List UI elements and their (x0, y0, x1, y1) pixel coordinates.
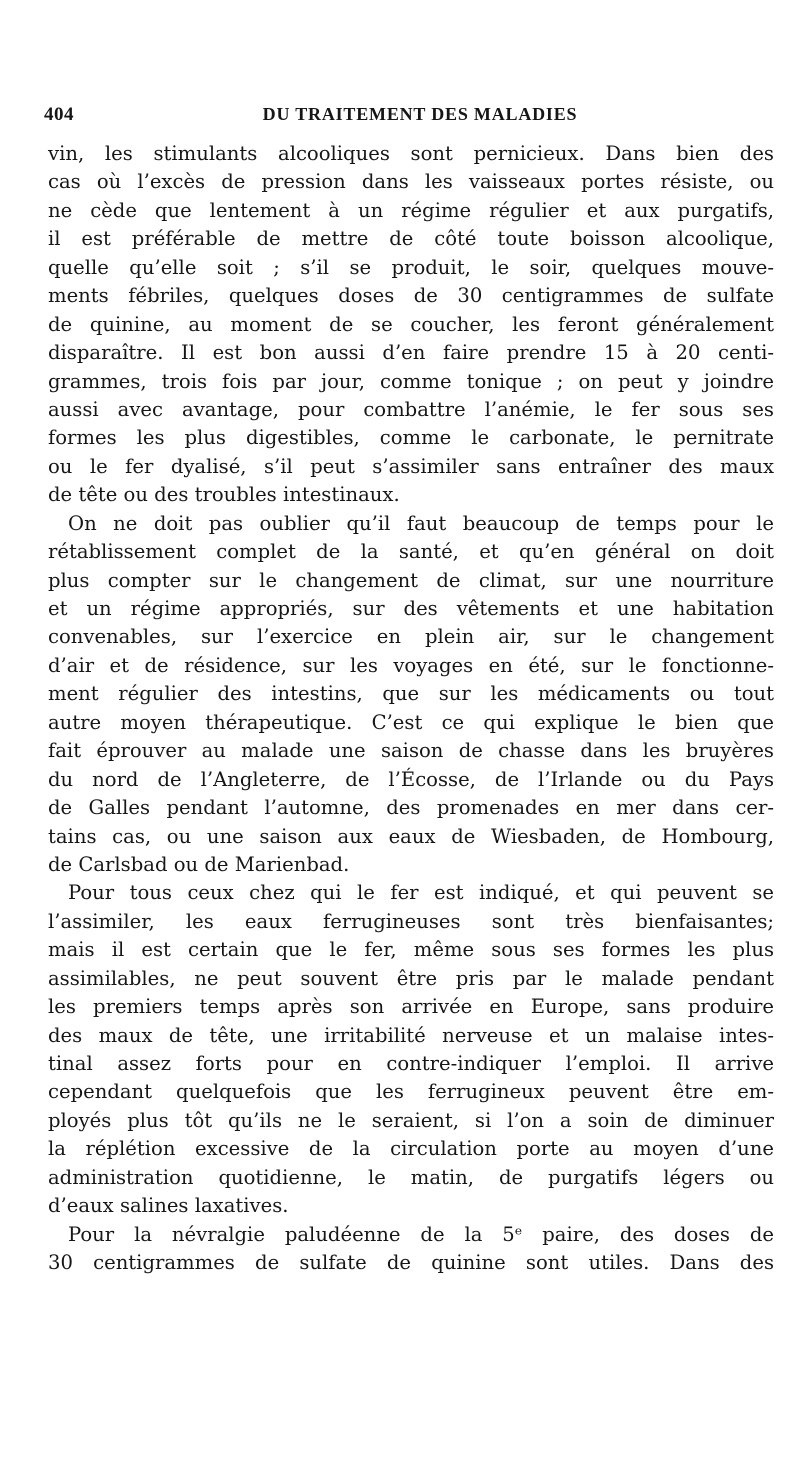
text-line: On ne doit pas oublier qu’il faut beaucoup de temps pour le (68, 511, 774, 535)
text-line: l’assimiler, les eaux ferrugineuses sont très bienfaisantes; (48, 909, 774, 933)
text-line: assimilables, ne peut souvent être pris par le malade pendant (48, 966, 774, 990)
text-line: ployés plus tôt qu’ils ne le seraient, si l’on a soin de diminuer (48, 1108, 774, 1132)
text-line: ment régulier des intestins, que sur les médicaments ou tout (48, 682, 774, 706)
body-text (48, 140, 774, 1278)
text-line: il est préférable de mettre de côté toute boisson alcoolique, (48, 227, 774, 251)
text-line: mais il est certain que le fer, même sous ses formes les plus (48, 938, 774, 962)
text-line: de Galles pendant l’automne, des promenades en mer dans cer- (48, 796, 774, 820)
text-line: Pour la névralgie paludéenne de la 5ᵉ paire, des doses de (68, 1222, 774, 1246)
text-line: ments fébriles, quelques doses de 30 centigrammes de sulfate (48, 284, 774, 308)
page-number: 404 (44, 104, 74, 125)
text-line: de quinine, au moment de se coucher, les feront généralement (48, 312, 774, 336)
text-line: et un régime appropriés, sur des vêtements et une habitation (48, 597, 774, 620)
text-line: cependant quelquefois que les ferrugineux peuvent être em- (48, 1080, 774, 1104)
text-line: 30 centigrammes de sulfate de quinine sont utiles. Dans des (48, 1251, 774, 1275)
text-line: formes les plus digestibles, comme le carbonate, le pernitrate (48, 426, 774, 450)
text-line: tinal assez forts pour en contre-indiquer l’emploi. Il arrive (48, 1052, 774, 1075)
text-line: du nord de l’Angleterre, de l’Écosse, de l’Irlande ou du Pays (48, 767, 774, 791)
text-line: de Carlsbad ou de Marienbad. (48, 852, 350, 876)
text-line: d’air et de résidence, sur les voyages en été, sur le fonctionne- (48, 653, 774, 677)
text-line: Pour tous ceux chez qui le fer est indiqué, et qui peuvent se (68, 881, 774, 905)
page-header (44, 104, 768, 130)
text-line: fait éprouver au malade une saison de chasse dans les bruyères (48, 739, 774, 763)
text-line: des maux de tête, une irritabilité nerveuse et un malaise intes- (48, 1023, 774, 1047)
text-line: vin, les stimulants alcooliques sont pernicieux. Dans bien des (48, 142, 774, 165)
text-line: convenables, sur l’exercice en plein air, sur le changement (48, 625, 774, 649)
text-line: ou le fer dyalisé, s’il peut s’assimiler sans entraîner des maux (48, 454, 774, 478)
text-line: de tête ou des troubles intestinaux. (48, 483, 400, 507)
text-line: rétablissement complet de la santé, et qu’en général on doit (48, 540, 774, 564)
text-line: aussi avec avantage, pour combattre l’anémie, le fer sous ses (48, 397, 774, 421)
text-line: administration quotidienne, le matin, de purgatifs légers ou (48, 1165, 774, 1189)
text-line: la réplétion excessive de la circulation porte au moyen d’une (48, 1137, 774, 1161)
text-line: d’eaux salines laxatives. (48, 1194, 289, 1218)
text-line: autre moyen thérapeutique. C’est ce qui explique le bien que (48, 710, 774, 734)
text-line: plus compter sur le changement de climat, sur une nourriture (48, 568, 774, 592)
text-line: grammes, trois fois par jour, comme tonique ; on peut y joindre (48, 369, 774, 393)
text-line: les premiers temps après son arrivée en Europe, sans produire (48, 995, 774, 1019)
text-line: ne cède que lentement à un régime régulier et aux purgatifs, (48, 198, 774, 222)
text-line: quelle qu’elle soit ; s’il se produit, le soir, quelques mouve- (48, 255, 774, 279)
running-title: DU TRAITEMENT DES MALADIES (262, 104, 578, 124)
text-line: tains cas, ou une saison aux eaux de Wiesbaden, de Hombourg, (48, 824, 774, 848)
text-line: cas où l’excès de pression dans les vaisseaux portes résiste, ou (48, 170, 774, 194)
text-line: disparaître. Il est bon aussi d’en faire prendre 15 à 20 centi- (48, 341, 774, 365)
